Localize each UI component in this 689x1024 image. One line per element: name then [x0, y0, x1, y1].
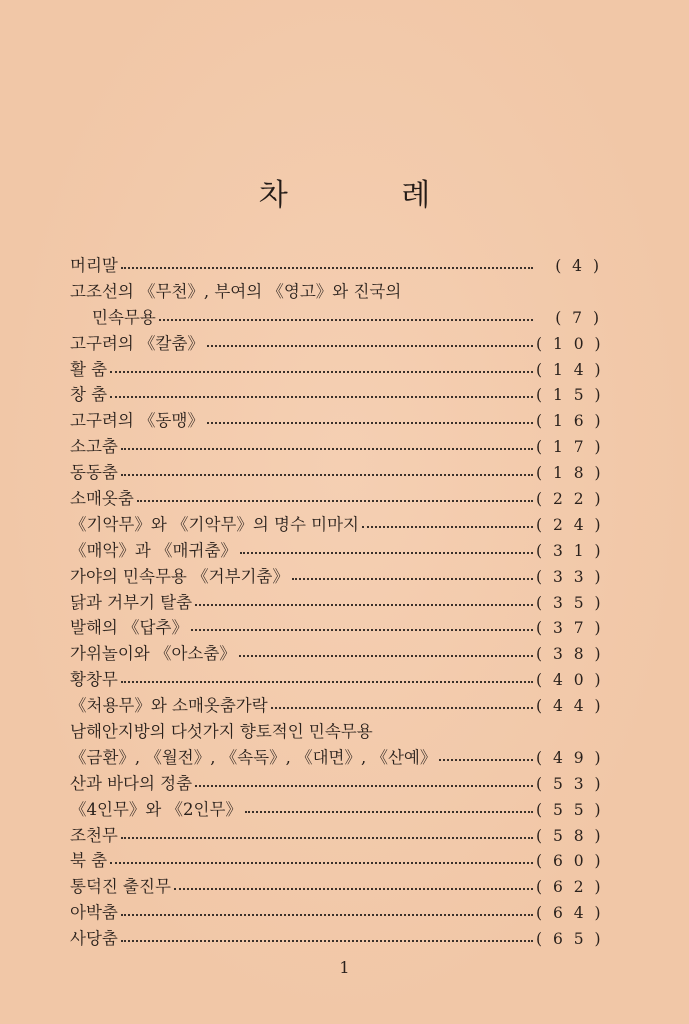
dot-leader	[159, 311, 533, 321]
toc-entry	[70, 485, 602, 511]
toc-entry-page: ( 5 8 )	[536, 826, 604, 845]
toc-entry-title: 고구려의 《동맹》	[70, 411, 204, 431]
dot-leader	[110, 854, 533, 864]
toc-entry	[70, 770, 602, 796]
toc-entry-title: 가위놀이와 《아소춤》	[70, 644, 236, 664]
dot-leader	[207, 337, 533, 347]
toc-entry	[70, 925, 602, 951]
toc-entry-title: 활 춤	[70, 359, 108, 379]
toc-entry-title: 소고춤	[70, 437, 118, 457]
toc-entry	[70, 459, 602, 485]
toc-entry-title: 닭과 거부기 탈춤	[70, 592, 193, 612]
dot-leader	[121, 932, 533, 942]
toc-entry-title: 통덕진 출진무	[70, 877, 171, 897]
toc-entry-title: 발해의 《답추》	[70, 618, 188, 638]
toc-entry-page: ( 2 4 )	[536, 515, 604, 534]
dot-leader	[240, 544, 533, 554]
dot-leader	[121, 466, 533, 476]
page-title: 차 례	[258, 178, 483, 213]
toc-entry-page: ( 2 2 )	[536, 490, 604, 509]
toc-entry	[70, 718, 602, 744]
toc-entry-page: ( 1 7 )	[536, 438, 604, 457]
dot-leader	[121, 440, 533, 450]
toc-entry	[70, 589, 602, 615]
toc-entry-page: ( 6 2 )	[536, 878, 604, 897]
toc-entry-page: ( 7 )	[555, 308, 602, 327]
dot-leader	[362, 518, 533, 528]
dot-leader	[439, 751, 533, 761]
toc-entry-title: 산과 바다의 정춤	[70, 773, 193, 793]
toc-entry-page: ( 5 5 )	[536, 800, 604, 819]
toc-entry-page: ( 1 8 )	[536, 464, 604, 483]
dot-leader	[245, 803, 533, 813]
toc-entry-page: ( 1 6 )	[536, 412, 604, 431]
toc-entry-title: 고구려의 《칼춤》	[70, 333, 204, 353]
dot-leader	[292, 570, 533, 580]
toc-entry-title: 민속무용	[92, 307, 156, 327]
dot-leader	[110, 363, 533, 373]
dot-leader	[271, 699, 533, 709]
dot-leader	[110, 388, 533, 398]
toc-entry-title: 머리말	[70, 256, 118, 275]
toc-entry	[70, 899, 602, 925]
toc-entry-page: ( 6 0 )	[536, 852, 604, 871]
toc-entry-page: ( 3 3 )	[536, 567, 604, 586]
toc-entry	[70, 873, 602, 899]
toc-entry-page: ( 6 5 )	[536, 930, 604, 949]
toc-entry-page: ( 4 )	[555, 257, 602, 275]
toc-entry-page: ( 3 7 )	[536, 619, 604, 638]
dot-leader	[207, 414, 533, 424]
toc-entry	[70, 744, 602, 770]
page-number: 1	[339, 958, 350, 977]
toc-entry	[70, 640, 602, 666]
toc-entry-page: ( 1 5 )	[536, 386, 604, 405]
toc-entry	[70, 692, 602, 718]
toc-entry-title: 고조선의 《무천》, 부여의 《영고》와 진국의	[70, 281, 402, 301]
toc-entry-title: 《매악》과 《매귀춤》	[70, 540, 237, 560]
dot-leader	[137, 492, 533, 502]
toc-entry-title: 《처용무》와 소매옷춤가락	[70, 696, 268, 716]
dot-leader	[191, 621, 533, 631]
toc-entry-page: ( 4 0 )	[536, 671, 604, 690]
toc-entry	[70, 796, 602, 822]
dot-leader	[195, 596, 533, 606]
toc-entry	[70, 304, 602, 330]
toc-entry	[70, 278, 602, 304]
toc-entry	[70, 407, 602, 433]
toc-entry	[70, 822, 602, 848]
toc-entry	[70, 433, 602, 459]
toc-entry	[70, 847, 602, 873]
toc-entry	[70, 563, 602, 589]
dot-leader	[121, 829, 533, 839]
dot-leader	[121, 673, 533, 683]
toc-entry-page: ( 6 4 )	[536, 904, 604, 923]
toc-entry-title: 소매옷춤	[70, 489, 134, 509]
dot-leader	[121, 259, 533, 269]
toc-entry	[70, 252, 602, 278]
toc-entry-title: 사당춤	[70, 929, 118, 949]
table-of-contents	[70, 252, 602, 951]
toc-entry-page: ( 4 9 )	[536, 748, 604, 767]
dot-leader	[239, 647, 533, 657]
toc-entry-title: 가야의 민속무용 《거부기춤》	[70, 566, 289, 586]
toc-entry-title: 아박춤	[70, 903, 118, 923]
toc-entry	[70, 666, 602, 692]
toc-entry	[70, 537, 602, 563]
toc-entry	[70, 330, 602, 356]
toc-entry-title: 《4인무》와 《2인무》	[70, 799, 242, 819]
toc-entry	[70, 614, 602, 640]
toc-entry	[70, 356, 602, 382]
toc-entry	[70, 511, 602, 537]
toc-entry-title: 조천무	[70, 825, 118, 845]
toc-entry-title: 남해안지방의 다섯가지 향토적인 민속무용	[70, 722, 373, 742]
toc-entry-page: ( 1 0 )	[536, 334, 604, 353]
dot-leader	[121, 906, 533, 916]
toc-entry-page: ( 1 4 )	[536, 360, 604, 379]
dot-leader	[174, 880, 533, 890]
toc-entry-title: 황창무	[70, 670, 118, 690]
toc-entry-title: 창 춤	[70, 385, 108, 405]
toc-entry-page: ( 3 1 )	[536, 541, 604, 560]
toc-entry-page: ( 5 3 )	[536, 774, 604, 793]
toc-entry-page: ( 3 8 )	[536, 645, 604, 664]
toc-entry-title: 《금환》, 《월전》, 《속독》, 《대면》, 《산예》	[70, 747, 437, 767]
toc-entry-page: ( 4 4 )	[536, 697, 604, 716]
dot-leader	[195, 777, 533, 787]
toc-entry-title: 《기악무》와 《기악무》의 명수 미마지	[70, 514, 359, 534]
toc-entry-title: 북 춤	[70, 851, 108, 871]
toc-entry-title: 동동춤	[70, 463, 118, 483]
toc-entry	[70, 381, 602, 407]
toc-entry-page: ( 3 5 )	[536, 593, 604, 612]
